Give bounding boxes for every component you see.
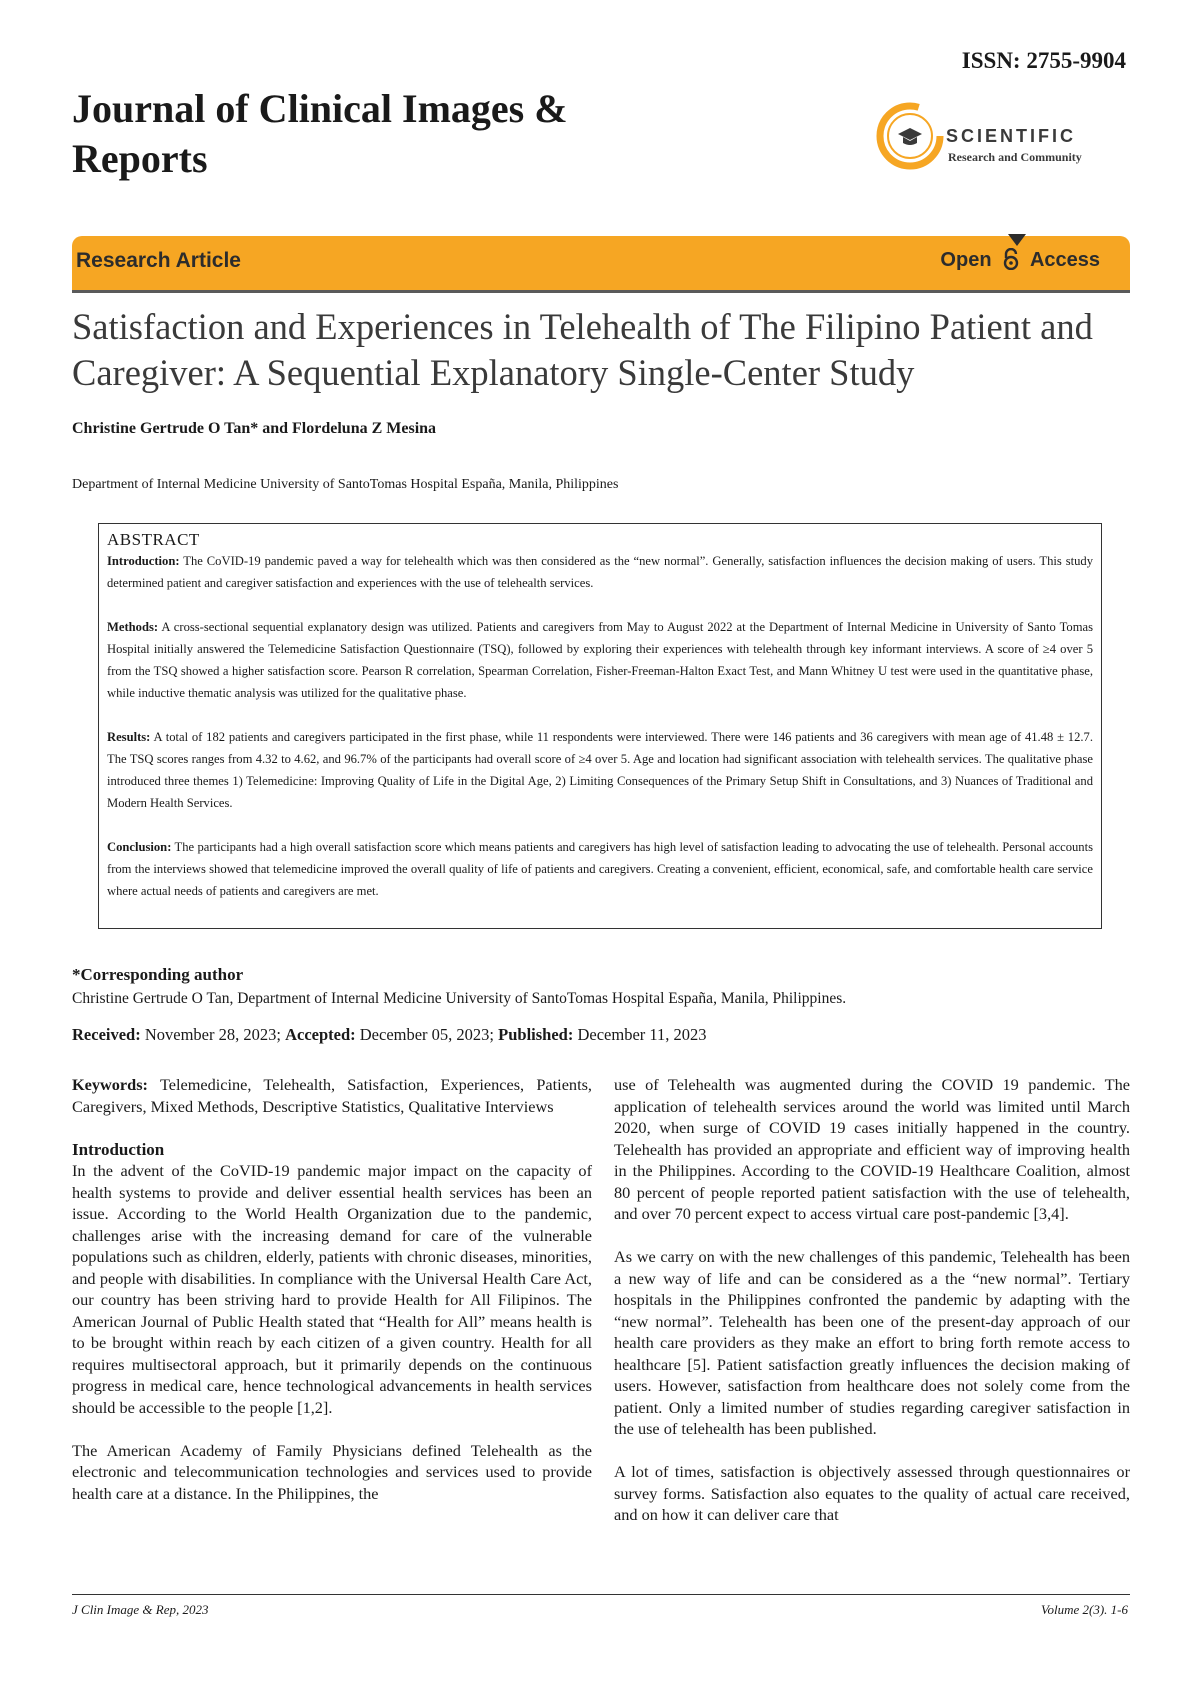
abstract-box [98, 523, 1102, 929]
abstract-methods-label: Methods: [107, 620, 159, 634]
affiliation: Department of Internal Medicine University of SantoTomas Hospital España, Manila, Philippines [72, 477, 619, 492]
abstract-conclusion-text: The participants had a high overall satisfaction score which means patients and caregivers has high level of satisfaction leading to advocating the use of telehealth. Personal accounts from the interviews showed that telemedicine improved the overall quality of life of patients and caregivers. Creating a convenient, efficient, economical, safe, and comfortable health care service where actual needs of patients and caregivers are met. [107, 840, 1094, 898]
abstract-results [107, 726, 1093, 814]
open-access-badge [940, 248, 1100, 272]
open-text: Open [940, 249, 992, 271]
article-type-label: Research Article [76, 249, 241, 272]
abstract-methods [107, 616, 1093, 704]
article-type-banner [72, 236, 1130, 293]
introduction-heading: Introduction [72, 1139, 165, 1159]
abstract-conclusion [107, 836, 1093, 902]
keywords-text: Telemedicine, Telehealth, Satisfaction, Experiences, Patients, Caregivers, Mixed Methods, Descriptive Statistics, Qualitative Interviews [72, 1075, 592, 1116]
article-title: Satisfaction and Experiences in Telehealth of The Filipino Patient and Caregiver: A Sequential Explanatory Single-Center Study [72, 306, 1093, 393]
body-paragraph: In the advent of the CoVID-19 pandemic major impact on the capacity of health systems to provide and deliver essential health services has been an issue. According to the World Health Organization due to the pandemic, challenges arise with the increasing demand for care of the vulnerable populations such as children, elderly, patients with chronic diseases, minorities, and people with disabilities. In compliance with the Universal Health Care Act, our country has been striving hard to provide Health for All Filipinos. The American Journal of Public Health stated that “Health for All” means health is to be brought within reach by each citizen of a given country. Health for all requires multisectoral approach, but it primarily depends on the continuous progress in medical care, hence technological advancements in health services should be accessible to the people [1,2]. [72, 1161, 592, 1417]
footer-volume: Volume 2(3). 1-6 [1040, 1602, 1128, 1617]
received-label: Received: [72, 1025, 141, 1044]
accepted-label: Accepted: [285, 1025, 356, 1044]
body-paragraph: A lot of times, satisfaction is objectively assessed through questionnaires or survey forms. Satisfaction also equates to the quality of actual care received, and on how it can deliver care that [614, 1462, 1130, 1524]
abstract-conclusion-label: Conclusion: [107, 840, 172, 854]
author-list: Christine Gertrude O Tan* and Flordeluna Z Mesina [72, 420, 437, 437]
accepted-date: December 05, 2023; [359, 1025, 495, 1044]
publication-dates [72, 1025, 707, 1045]
abstract-intro-label: Introduction: [107, 554, 180, 568]
corresponding-author-details: Christine Gertrude O Tan, Department of Internal Medicine University of SantoTomas Hospital España, Manila, Philippines. [72, 990, 847, 1007]
body-right-column [614, 1074, 1130, 1547]
abstract-results-text: A total of 182 patients and caregivers participated in the first phase, while 11 respondents were interviewed. There were 146 patients and 36 caregivers with mean age of 41.48 ± 12.7. The TSQ scores ranges from 4.32 to 4.62, and 96.7% of the participants had overall score of ≥4 over 5. Age and location had significant association with telehealth services. The qualitative phase introduced three themes 1) Telemedicine: Improving Quality of Life in the Digital Age, 2) Limiting Consequences of the Primary Setup Shift in Consultations, and 3) Nuances of Traditional and Modern Health Services. [107, 730, 1093, 810]
keywords-label: Keywords: [72, 1075, 148, 1094]
footer-citation: J Clin Image & Rep, 2023 [72, 1602, 209, 1617]
access-text: Access [1029, 249, 1100, 271]
logo-emblem-icon [876, 102, 944, 170]
open-lock-icon [1001, 248, 1021, 270]
triangle-marker-icon [1008, 234, 1026, 246]
abstract-intro-text: The CoVID-19 pandemic paved a way for telehealth which was then considered as the “new normal”. Generally, satisfaction influences the decision making of users. This study determined patient and caregiver satisfaction and experiences with the use of telehealth services. [107, 554, 1094, 590]
body-paragraph: The American Academy of Family Physicians defined Telehealth as the electronic and telecommunication technologies and services used to provide health care at a distance. In the Philippines, the [72, 1440, 592, 1503]
body-left-column [72, 1074, 592, 1526]
journal-title: Journal of Clinical Images & Reports [72, 86, 568, 181]
logo-subtitle: Research and Community [948, 150, 1082, 164]
keywords [72, 1074, 592, 1117]
received-date: November 28, 2023; [144, 1025, 281, 1044]
body-paragraph: use of Telehealth was augmented during the COVID 19 pandemic. The application of telehealth services around the world was limited until March 2020, when surge of COVID 19 cases initially happened in the country. Telehealth has provided an appropriate and efficient way of improving health in the Philippines. According to the COVID-19 Healthcare Coalition, almost 80 percent of people reported patient satisfaction with the use of telehealth, and over 70 percent expect to access virtual care post-pandemic [3,4]. [614, 1075, 1130, 1223]
body-paragraph: As we carry on with the new challenges of this pandemic, Telehealth has been a new way of life and can be considered as a the “new normal”. Tertiary hospitals in the Philippines confronted the pandemic by adapting with the “new normal”. Telehealth has been one of the present-day approach of our health care providers as they make an effort to bring forth remote access to healthcare [5]. Patient satisfaction greatly influences the decision making of users. However, satisfaction from healthcare does not solely come from the patient. Only a limited number of studies regarding caregiver satisfaction in the use of telehealth has been published. [614, 1247, 1130, 1438]
logo-name: SCIENTIFIC [946, 126, 1077, 146]
abstract-introduction [107, 550, 1093, 594]
publisher-logo [876, 102, 1138, 176]
abstract-methods-text: A cross-sectional sequential explanatory design was utilized. Patients and caregivers from May to August 2022 at the Department of Internal Medicine in University of Santo Tomas Hospital initially answered the Telemedicine Satisfaction Questionnaire (TSQ), followed by exploring their experiences with telehealth through key informant interviews. A score of ≥4 over 5 from the TSQ showed a higher satisfaction score. Pearson R correlation, Spearman Correlation, Fisher-Freeman-Halton Exact Test, and Mann Whitney U test were used in the quantitative phase, while inductive thematic analysis was utilized for the qualitative phase. [107, 620, 1093, 700]
published-label: Published: [498, 1025, 574, 1044]
footer-divider [72, 1594, 1130, 1595]
abstract-heading: ABSTRACT [107, 530, 200, 549]
issn-number: ISSN: 2755-9904 [961, 48, 1126, 73]
published-date: December 11, 2023 [577, 1025, 707, 1044]
corresponding-author-heading: *Corresponding author [72, 965, 244, 984]
abstract-results-label: Results: [107, 730, 151, 744]
